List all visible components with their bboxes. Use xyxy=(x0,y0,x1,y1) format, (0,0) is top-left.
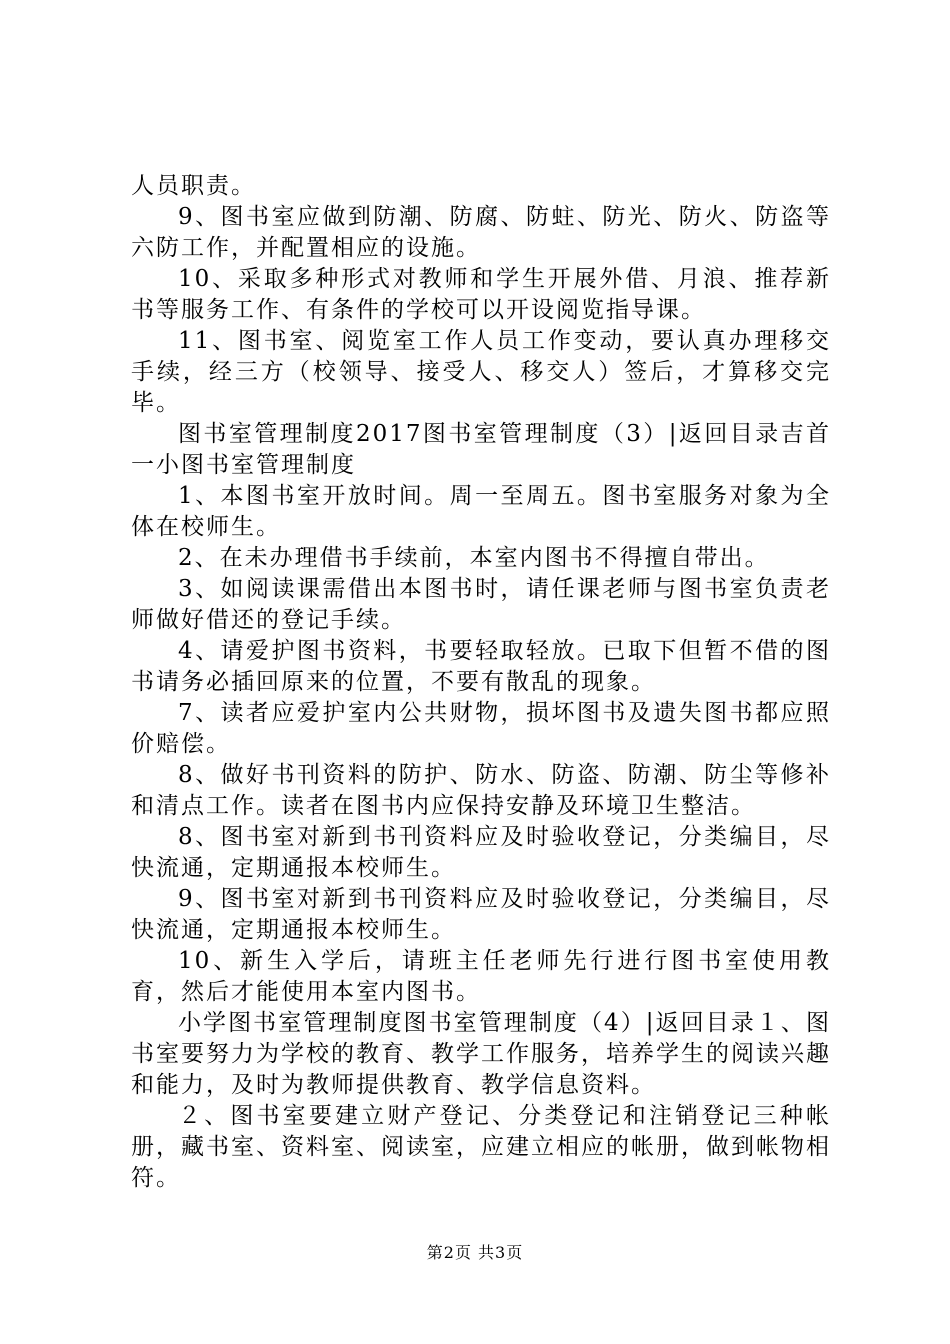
paragraph: ２、图书室要建立财产登记、分类登记和注销登记三种帐册，藏书室、资料室、阅读室，应建立相应的帐册，做到帐物相符。 xyxy=(131,1103,831,1191)
paragraph: 8、图书室对新到书刊资料应及时验收登记，分类编目，尽快流通，定期通报本校师生。 xyxy=(131,824,831,881)
section-heading: 图书室管理制度2017图书室管理制度（3）|返回目录吉首一小图书室管理制度 xyxy=(131,421,831,478)
paragraph: 4、请爱护图书资料，书要轻取轻放。已取下但暂不借的图书请务必插回原来的位置，不要有散乱的现象。 xyxy=(131,638,831,695)
paragraph: 11、图书室、阅览室工作人员工作变动，要认真办理移交手续，经三方（校领导、接受人、移交人）签后，才算移交完毕。 xyxy=(131,328,831,416)
section-heading: 小学图书室管理制度图书室管理制度（4）|返回目录１、图书室要努力为学校的教育、教学工作服务，培养学生的阅读兴趣和能力，及时为教师提供教育、教学信息资料。 xyxy=(131,1010,831,1098)
paragraph: 9、图书室应做到防潮、防腐、防蛀、防光、防火、防盗等六防工作，并配置相应的设施。 xyxy=(131,204,831,261)
page-footer xyxy=(0,1243,950,1263)
page-number: 第2页 共3页 xyxy=(426,1243,524,1262)
paragraph: 人员职责。 xyxy=(131,173,256,199)
paragraph: 7、读者应爱护室内公共财物，损坏图书及遗失图书都应照价赔偿。 xyxy=(131,700,831,757)
paragraph: 3、如阅读课需借出本图书时，请任课老师与图书室负责老师做好借还的登记手续。 xyxy=(131,576,831,633)
paragraph: 2、在未办理借书手续前，本室内图书不得擅自带出。 xyxy=(178,545,770,571)
paragraph: 8、做好书刊资料的防护、防水、防盗、防潮、防尘等修补和清点工作。读者在图书内应保持安静及环境卫生整洁。 xyxy=(131,762,831,819)
paragraph: 1、本图书室开放时间。周一至周五。图书室服务对象为全体在校师生。 xyxy=(131,483,831,540)
paragraph: 10、新生入学后，请班主任老师先行进行图书室使用教育，然后才能使用本室内图书。 xyxy=(131,948,831,1005)
paragraph: 10、采取多种形式对教师和学生开展外借、月浪、推荐新书等服务工作、有条件的学校可以开设阅览指导课。 xyxy=(131,266,831,323)
paragraph: 9、图书室对新到书刊资料应及时验收登记，分类编目，尽快流通，定期通报本校师生。 xyxy=(131,886,831,943)
document-body xyxy=(131,171,831,1194)
